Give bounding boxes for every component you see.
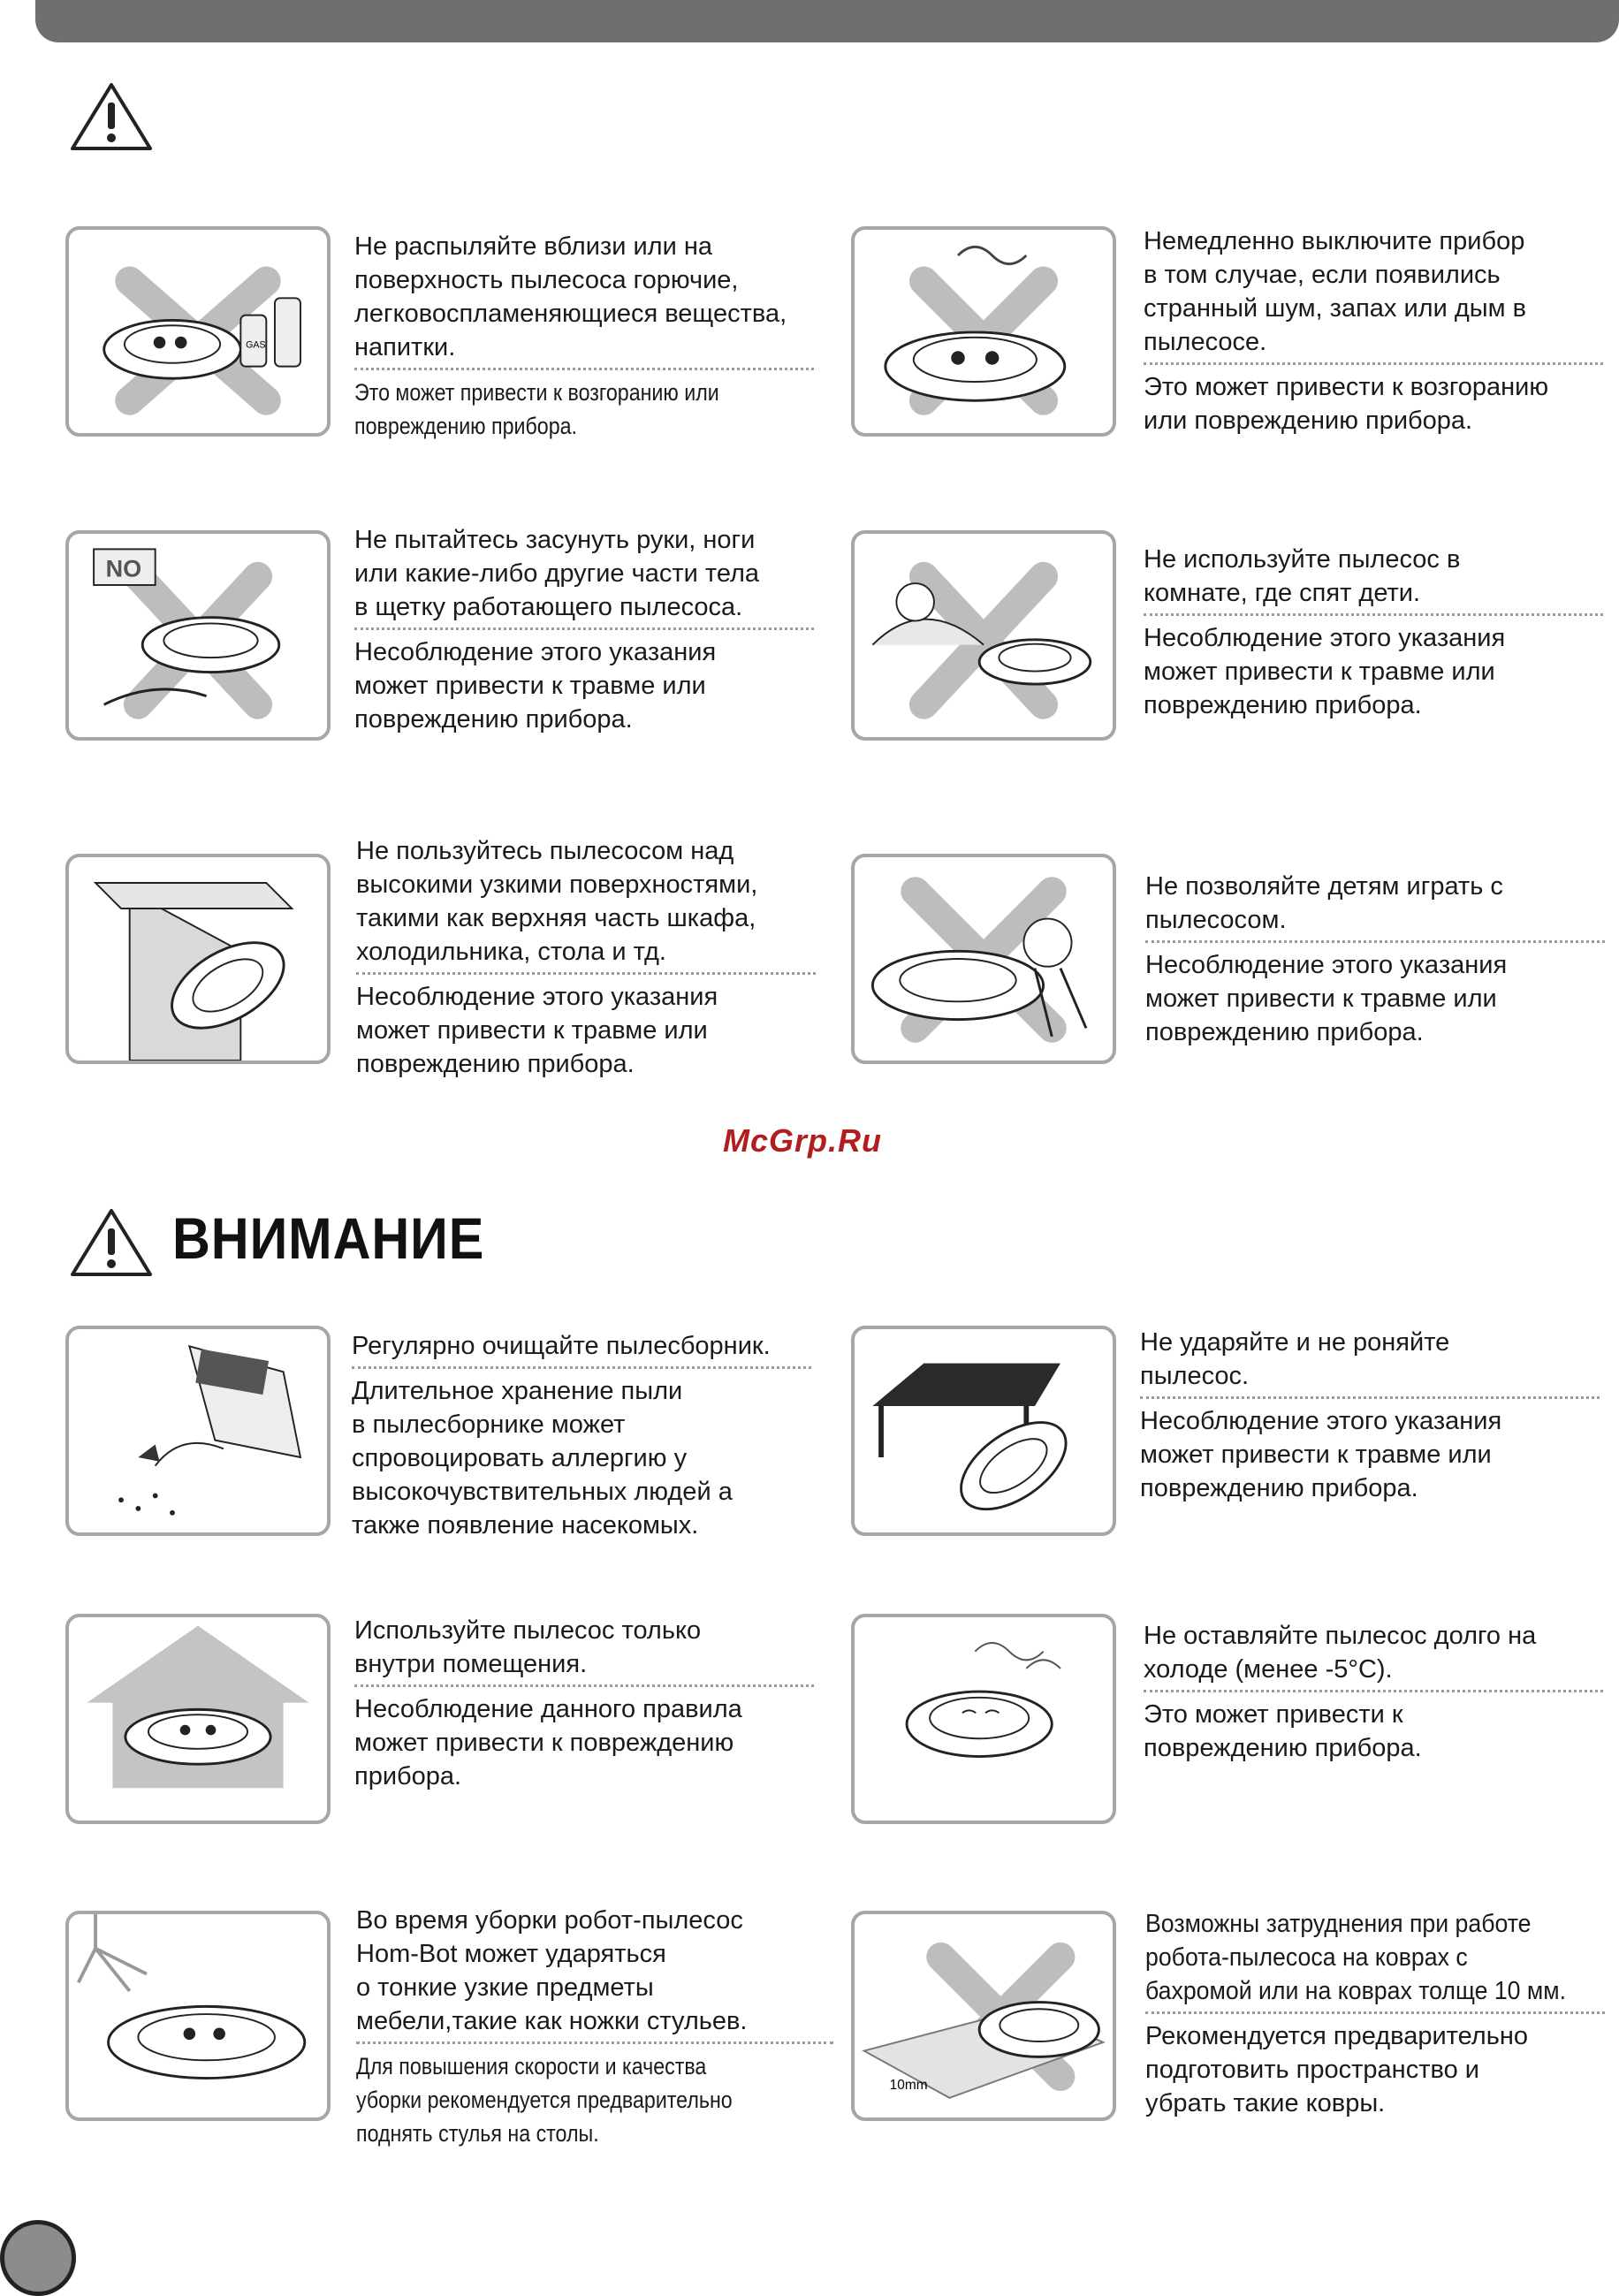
top-header-bar [35,0,1619,42]
dropping-illustration [855,1329,1113,1532]
instruction-block-2 [1144,224,1603,437]
illustration-card-flammable [65,226,331,437]
instruction-text: Во время уборки робот-пылесос Hom-Bot может ударяться о тонкие узкие предметы мебели,такие как ножки стульев. [356,1906,748,2035]
cold-illustration [855,1617,1113,1821]
dotted-divider [1144,613,1603,616]
instruction-text: Возможны затруднения при работе робота-пылесоса на коврах с бахромой или на коврах толще 10 мм. [1145,1910,1567,2005]
consequence-text: Это может привести к возгоранию или повреждению прибора. [354,379,719,439]
dotted-divider [1145,2011,1605,2014]
dotted-divider [354,627,814,630]
carpet-thickness-label: 10mm [889,2078,928,2094]
instruction-block-11 [356,1904,833,2150]
no-sign-text: NO [105,555,142,582]
illustration-card-smoke [851,226,1116,437]
instruction-text: Не распыляйте вблизи или на поверхность пылесоса горючие, легковоспламеняющиеся вещества, напитки. [354,232,787,361]
dustbin-cleaning-illustration [69,1329,327,1532]
illustration-card-carpet [851,1911,1116,2121]
instruction-block-5 [356,834,816,1081]
instruction-text: Не пытайтесь засунуть руки, ноги или какие-либо другие части тела в щетку работающего пылесоса. [354,526,760,621]
dotted-divider [354,1684,814,1687]
child-playing-illustration [855,857,1113,1061]
instruction-text: Немедленно выключите прибор в том случае, если появились странный шум, запах или дым в пылесосе. [1144,227,1527,356]
consequence-text: Несоблюдение этого указания может привести к травме или повреждению прибора. [354,638,717,734]
instruction-text: Не ударяйте и не роняйте пылесос. [1140,1328,1450,1390]
illustration-card-dropping [851,1326,1116,1536]
instruction-text: Не позволяйте детям играть с пылесосом. [1145,872,1503,934]
illustration-card-hand-in-brush [65,530,331,741]
consequence-text: Несоблюдение этого указания может привести к травме или повреждению прибора. [1140,1407,1502,1502]
flammable-spray-illustration [69,230,327,433]
dotted-divider [1145,940,1605,943]
illustration-card-high-surface [65,854,331,1064]
instruction-block-10 [1144,1619,1603,1765]
consequence-text: Несоблюдение этого указания может привести к травме или повреждению прибора. [1145,951,1508,1046]
high-surface-illustration [69,857,327,1061]
indoor-house-illustration [69,1617,327,1821]
svg-text:GAS: GAS [246,339,266,351]
instruction-text: Не пользуйтесь пылесосом над высокими узкими поверхностями, такими как верхняя часть шкафа, холодильника, стола и тд. [356,837,758,966]
instruction-text: Не используйте пылесос в комнате, где спят дети. [1144,545,1461,607]
instruction-block-6 [1145,870,1605,1049]
illustration-card-indoor [65,1614,331,1824]
dotted-divider [352,1366,811,1369]
dotted-divider [356,2041,833,2044]
illustration-card-sleeping-child [851,530,1116,741]
consequence-text: Это может привести к возгоранию или повреждению прибора. [1144,373,1549,435]
consequence-text: Несоблюдение этого указания может привести к травме или повреждению прибора. [356,983,718,1078]
sleeping-child-illustration [855,534,1113,737]
consequence-text: Это может привести к повреждению прибора. [1144,1700,1422,1762]
warning-triangle-icon [69,81,154,152]
instruction-block-9 [354,1614,814,1793]
instruction-block-3 [354,523,814,736]
consequence-text: Рекомендуется предварительно подготовить пространство и убрать такие ковры. [1145,2022,1528,2117]
dotted-divider [1140,1396,1600,1399]
dotted-divider [1144,362,1603,365]
caution-triangle-icon [69,1207,154,1278]
instruction-text: Регулярно очищайте пылесборник. [352,1332,771,1360]
caution-heading: ВНИМАНИЕ [172,1205,485,1271]
dotted-divider [1144,1690,1603,1692]
consequence-text: Несоблюдение данного правила может привести к повреждению прибора. [354,1695,742,1790]
watermark-text: McGrp.Ru [723,1122,883,1159]
illustration-card-cold [851,1614,1116,1824]
page-number-badge [0,2220,76,2296]
illustration-card-child-playing [851,854,1116,1064]
consequence-text: Для повышения скорости и качества уборки рекомендуется предварительно поднять стулья на столы. [356,2053,733,2147]
carpet-illustration [855,1914,1113,2117]
instruction-block-8 [1140,1326,1600,1505]
instruction-block-1 [354,230,814,443]
dotted-divider [354,368,814,370]
smoke-noise-illustration [855,230,1113,433]
dotted-divider [356,972,816,975]
consequence-text: Несоблюдение этого указания может привести к травме или повреждению прибора. [1144,624,1506,719]
illustration-card-chair-legs [65,1911,331,2121]
instruction-block-12 [1145,1907,1605,2120]
chair-legs-illustration [69,1914,327,2117]
consequence-text: Длительное хранение пыли в пылесборнике может спровоцировать аллергию у высокочувствительных людей а также появление насекомых. [352,1377,733,1540]
instruction-block-4 [1144,543,1603,722]
instruction-text: Используйте пылесос только внутри помещения. [354,1616,702,1678]
illustration-card-dustbin [65,1326,331,1536]
instruction-text: Не оставляйте пылесос долго на холоде (менее -5°C). [1144,1622,1537,1684]
instruction-block-7 [352,1329,811,1542]
hand-in-brush-illustration [69,534,327,737]
